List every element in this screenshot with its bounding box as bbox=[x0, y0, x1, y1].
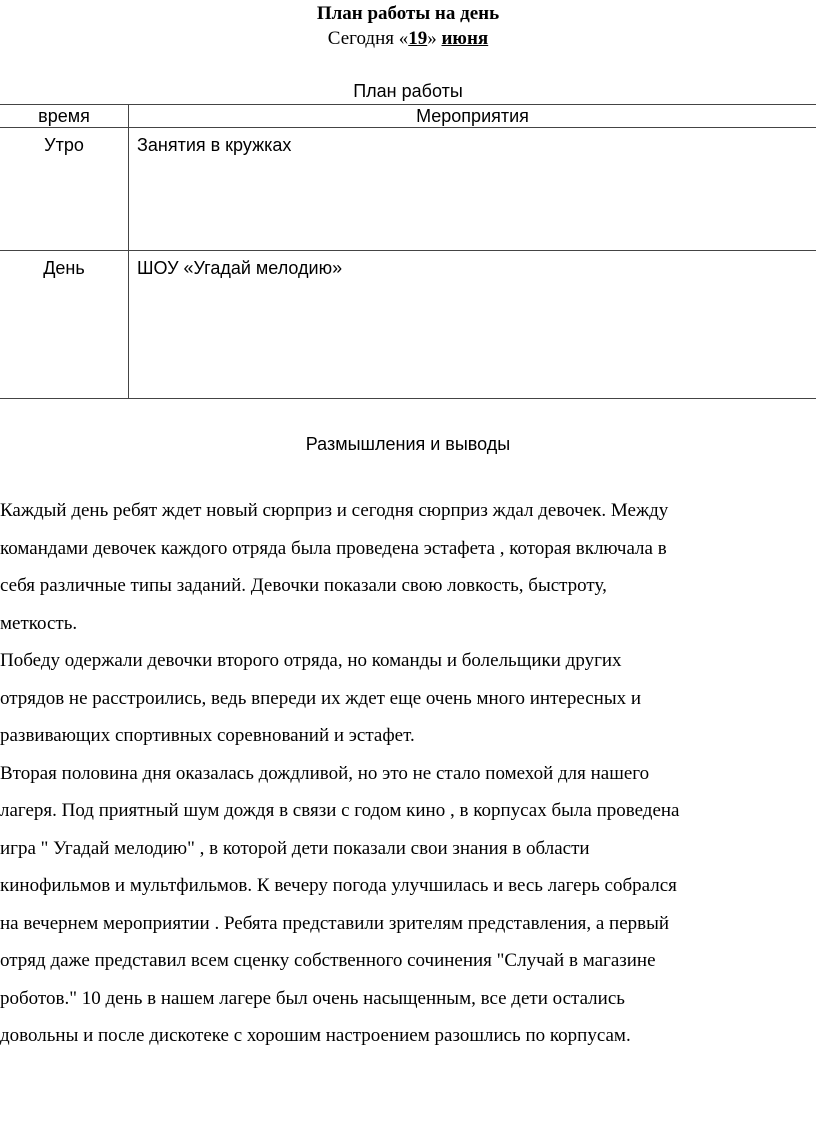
text-line: игра " Угадай мелодию" , в которой дети показали свои знания в области bbox=[0, 837, 590, 859]
column-header-events: Мероприятия bbox=[129, 105, 816, 128]
text-line: себя различные типы заданий. Девочки показали свою ловкость, быстроту, bbox=[0, 575, 607, 596]
plan-table bbox=[0, 104, 816, 399]
text-line: меткость. bbox=[0, 612, 78, 634]
text-line: кинофильмов и мультфильмов. К вечеру погода улучшилась и весь лагерь собрался bbox=[0, 875, 677, 896]
plan-caption: План работы bbox=[353, 81, 463, 101]
text-line: довольны и после дискотеке с хорошим настроением разошлись по корпусам. bbox=[0, 1025, 631, 1046]
text-line: роботов." 10 день в нашем лагере был очень насыщенным, все дети остались bbox=[0, 987, 625, 1009]
text-line: Каждый день ребят ждет новый сюрприз и сегодня сюрприз ждал девочек. Между bbox=[0, 500, 669, 521]
column-header-time: время bbox=[0, 105, 129, 128]
text-line: Победу одержали девочки второго отряда, но команды и болельщики других bbox=[0, 650, 622, 671]
text-line: Вторая половина дня оказалась дождливой, но это не стало помехой для нашего bbox=[0, 762, 650, 784]
text-line: развивающих спортивных соревнований и эстафет. bbox=[0, 725, 415, 746]
date-month: июня bbox=[441, 28, 489, 49]
table-row bbox=[0, 251, 816, 399]
reflection-title: Размышления и выводы bbox=[305, 434, 511, 454]
date-day: 19 bbox=[408, 28, 428, 49]
text-line: на вечернем мероприятии . Ребята представили зрителям представления, а первый bbox=[0, 912, 670, 934]
page-title: План работы на день bbox=[316, 3, 500, 24]
row-activity: Занятия в кружках bbox=[137, 135, 292, 155]
plan-table-header bbox=[0, 105, 816, 128]
row-time: Утро bbox=[0, 128, 129, 251]
row-activity: ШОУ «Угадай мелодию» bbox=[129, 251, 816, 399]
date-mid: » bbox=[427, 28, 442, 49]
reflection-text bbox=[0, 492, 812, 1055]
text-line: лагеря. Под приятный шум дождя в связи с годом кино , в корпусах была проведена bbox=[0, 800, 680, 821]
table-row bbox=[0, 128, 816, 251]
date-prefix: Сегодня « bbox=[327, 28, 409, 49]
text-line: командами девочек каждого отряда была проведена эстафета , которая включала в bbox=[0, 537, 667, 559]
row-time: День bbox=[0, 251, 129, 399]
text-line: отряд даже представил всем сценку собственного сочинения "Случай в магазине bbox=[0, 950, 656, 971]
date-line bbox=[0, 27, 816, 51]
text-line: отрядов не расстроились, ведь впереди их ждет еще очень много интересных и bbox=[0, 687, 642, 709]
